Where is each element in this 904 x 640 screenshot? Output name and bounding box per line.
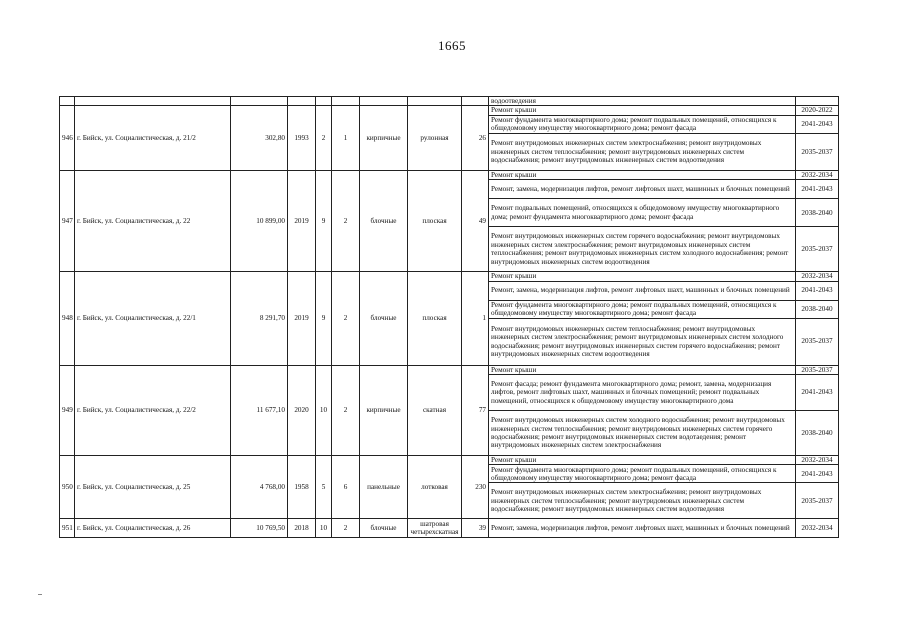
years-cell: 2035-2037 [796,483,839,519]
empty-cell [231,97,288,106]
empty-cell [316,97,332,106]
empty-cell [75,97,231,106]
empty-cell [360,97,408,106]
apartments-cell: 39 [462,519,489,538]
entrances-cell: 2 [332,519,360,538]
years-cell: 2041-2043 [796,375,839,411]
continuation-row [60,97,839,106]
table-row [60,456,839,465]
years-cell: 2041-2043 [796,465,839,483]
years-cell: 2032-2034 [796,272,839,281]
work-cell: Ремонт фасада; ремонт фундамента многоквартирного дома; ремонт, замена, модернизация лифтов, ремонт лифтовых шахт, машинных и блочных помещений; ремонт подвальных помещений, относящихся к общедомовому имуществу многоквартирного дома [489,375,796,411]
row-number-cell: 951 [60,519,75,538]
year-built-cell: 2019 [288,170,316,271]
apartments-cell: 77 [462,365,489,455]
area-cell: 10 899,00 [231,170,288,271]
row-number-cell: 948 [60,272,75,365]
table-row [60,272,839,281]
roof-type-cell: скатная [408,365,462,455]
years-cell: 2032-2034 [796,170,839,179]
address-cell: г. Бийск, ул. Социалистическая, д. 21/2 [75,106,231,170]
table-body [60,97,839,538]
work-cell: водоотведения [489,97,796,106]
empty-cell [462,97,489,106]
entrances-cell: 2 [332,170,360,271]
floors-cell: 10 [316,519,332,538]
work-cell: Ремонт фундамента многоквартирного дома; ремонт подвальных помещений, относящихся к общедомовому имуществу многоквартирного дома; ремонт фасада [489,465,796,483]
years-cell: 2041-2043 [796,180,839,199]
area-cell: 11 677,10 [231,365,288,455]
wall-material-cell: блочные [360,272,408,365]
work-cell: Ремонт внутридомовых инженерных систем горячего водоснабжения; ремонт внутридомовых инженерных систем электроснабжения; ремонт внутридомовых инженерных систем теплоснабжения; ремонт внутридомовых инженерных систем холодного водоснабжения; ремонт внутридомовых инженерных систем водоотведения [489,227,796,272]
table-row [60,365,839,374]
table-row [60,519,839,538]
floors-cell: 2 [316,106,332,170]
work-cell: Ремонт, замена, модернизация лифтов, ремонт лифтовых шахт, машинных и блочных помещений [489,180,796,199]
apartments-cell: 49 [462,170,489,271]
years-cell: 2038-2040 [796,300,839,318]
years-cell: 2035-2037 [796,318,839,365]
entrances-cell: 1 [332,106,360,170]
year-built-cell: 2020 [288,365,316,455]
wall-material-cell: блочные [360,170,408,271]
apartments-cell: 230 [462,456,489,519]
years-cell: 2038-2040 [796,199,839,227]
apartments-cell: 26 [462,106,489,170]
years-cell: 2032-2034 [796,519,839,538]
years-cell: 2038-2040 [796,411,839,456]
wall-material-cell: блочные [360,519,408,538]
address-cell: г. Бийск, ул. Социалистическая, д. 22/1 [75,272,231,365]
work-cell: Ремонт внутридомовых инженерных систем электроснабжения; ремонт внутридомовых инженерных систем теплоснабжения; ремонт внутридомовых инженерных систем водоснабжения; ремонт внутридомовых инженерных систем водоотведения [489,133,796,170]
margin-mark [38,594,42,595]
floors-cell: 10 [316,365,332,455]
entrances-cell: 2 [332,272,360,365]
roof-type-cell: плоская [408,272,462,365]
work-cell: Ремонт крыши [489,170,796,179]
years-cell [796,97,839,106]
year-built-cell: 2019 [288,272,316,365]
apartments-cell: 1 [462,272,489,365]
wall-material-cell: кирпичные [360,106,408,170]
years-cell: 2041-2043 [796,115,839,133]
entrances-cell: 6 [332,456,360,519]
years-cell: 2041-2043 [796,281,839,300]
work-cell: Ремонт крыши [489,272,796,281]
work-cell: Ремонт внутридомовых инженерных систем теплоснабжения; ремонт внутридомовых инженерных систем электроснабжения; ремонт внутридомовых инженерных систем холодного водоснабжения; ремонт внутридомовых инженерных систем горячего водоснабжения; ремонт внутридомовых инженерных систем водоотведения [489,318,796,365]
table-row [60,170,839,179]
years-cell: 2032-2034 [796,456,839,465]
empty-cell [332,97,360,106]
year-built-cell: 1993 [288,106,316,170]
work-cell: Ремонт подвальных помещений, относящихся к общедомовому имуществу многоквартирного дома; ремонт фундамента многоквартирного дома; ремонт фасада [489,199,796,227]
roof-type-cell: шатровая четырехскатная [408,519,462,538]
roof-type-cell: плоская [408,170,462,271]
wall-material-cell: панельные [360,456,408,519]
area-cell: 10 769,50 [231,519,288,538]
entrances-cell: 2 [332,365,360,455]
address-cell: г. Бийск, ул. Социалистическая, д. 22/2 [75,365,231,455]
work-cell: Ремонт внутридомовых инженерных систем электроснабжения; ремонт внутридомовых инженерных систем теплоснабжения; ремонт внутридомовых инженерных систем водоснабжения; ремонт внутридомовых инженерных систем водоотведения [489,483,796,519]
area-cell: 8 291,70 [231,272,288,365]
work-cell: Ремонт фундамента многоквартирного дома; ремонт подвальных помещений, относящихся к общедомовому имуществу многоквартирного дома; ремонт фасада [489,115,796,133]
work-cell: Ремонт, замена, модернизация лифтов, ремонт лифтовых шахт, машинных и блочных помещений [489,281,796,300]
address-cell: г. Бийск, ул. Социалистическая, д. 22 [75,170,231,271]
address-cell: г. Бийск, ул. Социалистическая, д. 25 [75,456,231,519]
floors-cell: 9 [316,170,332,271]
table-row [60,106,839,115]
page-number: 1665 [438,38,466,53]
address-cell: г. Бийск, ул. Социалистическая, д. 26 [75,519,231,538]
work-cell: Ремонт крыши [489,365,796,374]
years-cell: 2035-2037 [796,133,839,170]
years-cell: 2035-2037 [796,365,839,374]
floors-cell: 9 [316,272,332,365]
empty-cell [288,97,316,106]
work-cell: Ремонт фундамента многоквартирного дома; ремонт подвальных помещений, относящихся к общедомовому имуществу многоквартирного дома; ремонт фасада [489,300,796,318]
empty-cell [408,97,462,106]
years-cell: 2020-2022 [796,106,839,115]
work-cell: Ремонт, замена, модернизация лифтов, ремонт лифтовых шахт, машинных и блочных помещений [489,519,796,538]
year-built-cell: 1958 [288,456,316,519]
row-number-cell: 947 [60,170,75,271]
area-cell: 302,80 [231,106,288,170]
row-number-cell: 946 [60,106,75,170]
floors-cell: 5 [316,456,332,519]
row-number-cell: 950 [60,456,75,519]
empty-cell [60,97,75,106]
roof-type-cell: рулонная [408,106,462,170]
year-built-cell: 2018 [288,519,316,538]
work-cell: Ремонт крыши [489,456,796,465]
capital-repair-table [59,96,839,538]
row-number-cell: 949 [60,365,75,455]
work-cell: Ремонт крыши [489,106,796,115]
work-cell: Ремонт внутридомовых инженерных систем холодного водоснабжения; ремонт внутридомовых инженерных систем теплоснабжения; ремонт внутридомовых инженерных систем горячего водоснабжения; ремонт внутридомовых инженерных систем водотаедения; ремонт внутридомовых инженерных систем электроснабжения [489,411,796,456]
years-cell: 2035-2037 [796,227,839,272]
wall-material-cell: кирпичные [360,365,408,455]
area-cell: 4 768,00 [231,456,288,519]
roof-type-cell: лотковая [408,456,462,519]
